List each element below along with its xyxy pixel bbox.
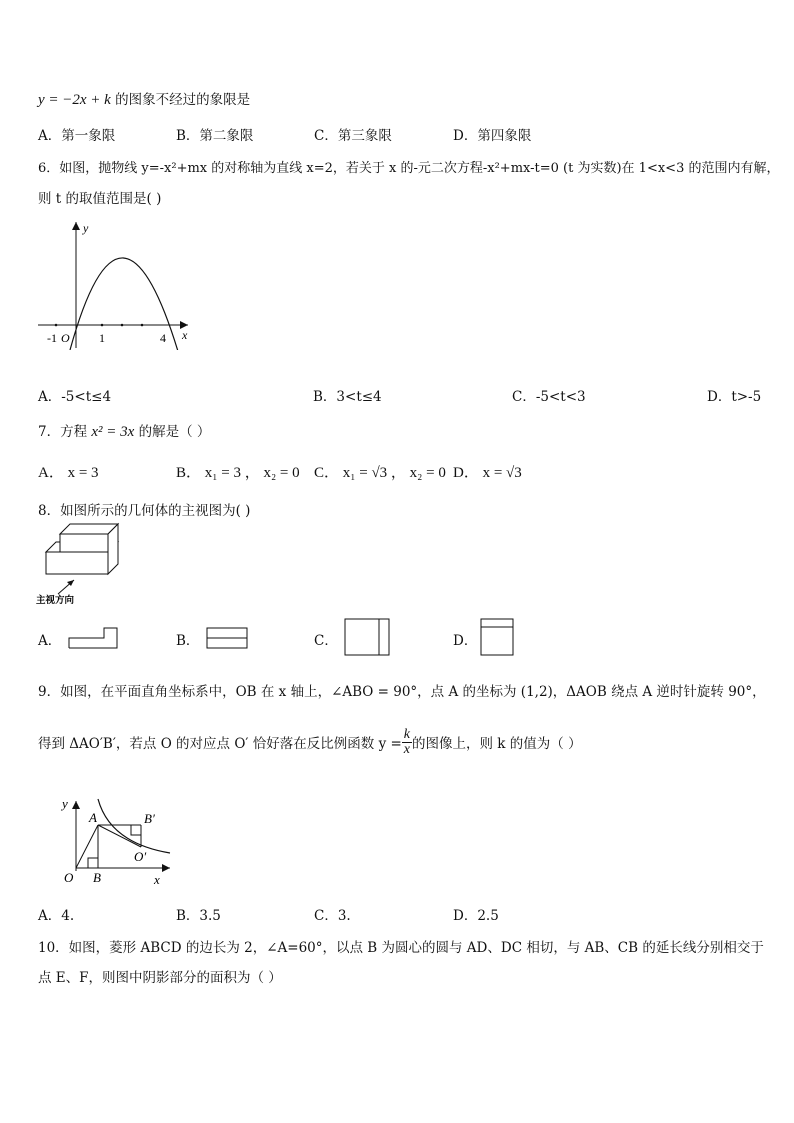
q10-stem-line2: 点 E、F，则图中阴影部分的面积为（ ）: [38, 970, 282, 986]
q9-line2-pre: 得到 ΔAO′B′，若点 O 的对应点 O′ 恰好落在反比例函数 y =: [38, 736, 402, 752]
q9-stem-line2: [38, 723, 582, 761]
q9-fraction-numerator: k: [403, 726, 411, 742]
q8-option-c-letter: C．: [314, 633, 338, 649]
q8-solid-figure: [36, 522, 128, 604]
q8-view-direction-caption: 主视方向: [36, 595, 75, 604]
q9-rotation-figure: [58, 795, 176, 887]
q6-tick-4: 4: [160, 331, 166, 345]
q5-stem-text: 的图象不经过的象限是: [115, 92, 251, 108]
q8-option-b-letter: B．: [176, 633, 200, 649]
q6-x-axis-label: x: [182, 328, 188, 342]
q8-option-a-letter: A．: [38, 633, 62, 649]
q6-option-b: B．3<t≤4: [313, 389, 382, 405]
q6-tick-1: 1: [99, 331, 105, 345]
q7-stem: [38, 420, 210, 441]
q6-stem-line2: 则 t 的取值范围是( ): [38, 191, 162, 207]
q6-y-axis-label: y: [83, 221, 89, 235]
q9-x-axis-label: x: [154, 872, 160, 887]
q6-option-d: D．t>-5: [707, 389, 762, 405]
q8-option-d-letter: D．: [453, 633, 478, 649]
q10-stem-line1: 10．如图，菱形 ABCD 的边长为 2，∠A=60°，以点 B 为圆心的圆与 AD、DC 相切，与 AB、CB 的延长线分别相交于: [38, 940, 764, 956]
q9-stem-line1: 9．如图，在平面直角坐标系中，OB 在 x 轴上，∠ABO = 90°，点 A 的坐标为 (1,2)，ΔAOB 绕点 A 逆时针旋转 90°，: [38, 684, 766, 700]
q9-point-b-prime: B′: [144, 811, 155, 826]
q9-option-a: A．4.: [38, 908, 75, 924]
q6-stem-line1: 6．如图，抛物线 y=-x²+mx 的对称轴为直线 x=2，若关于 x 的-元二次方程-x²+mx-t=0 (t 为实数)在 1<x<3 的范围内有解，: [38, 161, 780, 176]
q5-option-a: A．第一象限: [38, 128, 116, 144]
q5-option-d: D．第四象限: [453, 128, 532, 144]
q6-option-c: C．-5<t<3: [512, 389, 586, 405]
q8-option-d-view: [480, 618, 516, 658]
q7-option-c: C． x₁ = √3 ， x₂ = 0: [314, 465, 446, 481]
q7-option-a: A． x = 3: [38, 465, 99, 481]
q9-option-b: B．3.5: [176, 908, 221, 924]
q9-point-a: A: [89, 810, 97, 825]
q6-parabola-figure: [36, 218, 196, 350]
q7-prefix: 7．方程: [38, 424, 88, 440]
q7-suffix: 的解是（ ）: [138, 424, 211, 440]
q7-option-d: D． x = √3: [453, 465, 522, 481]
q9-point-o: O: [64, 870, 74, 885]
q6-tick-neg1: -1: [47, 331, 57, 345]
q6-option-a: A．-5<t≤4: [38, 389, 112, 405]
q9-fraction: [402, 728, 412, 757]
q5-function: y = −2x + k: [38, 92, 111, 108]
q5-stem: [38, 88, 250, 109]
q9-fraction-denominator: x: [403, 741, 411, 757]
q9-point-o-prime: O′: [134, 849, 147, 864]
q9-point-b: B: [93, 870, 101, 885]
q5-option-c: C．第三象限: [314, 128, 392, 144]
q8-option-c-view: [344, 618, 392, 658]
q9-option-d: D．2.5: [453, 908, 499, 924]
q6-origin-label: O: [61, 331, 70, 345]
q9-line2-post: 的图像上，则 k 的值为（ ）: [412, 736, 582, 752]
q7-equation: x² = 3x: [91, 424, 135, 440]
q9-option-c: C．3.: [314, 908, 351, 924]
q9-y-axis-label: y: [62, 796, 68, 811]
q8-option-a-view: [68, 627, 120, 649]
q5-option-b: B．第二象限: [176, 128, 254, 144]
q8-option-b-view: [206, 627, 250, 649]
q8-stem: 8．如图所示的几何体的主视图为( ): [38, 503, 251, 519]
q7-option-b: B． x₁ = 3 ， x₂ = 0: [176, 465, 300, 481]
